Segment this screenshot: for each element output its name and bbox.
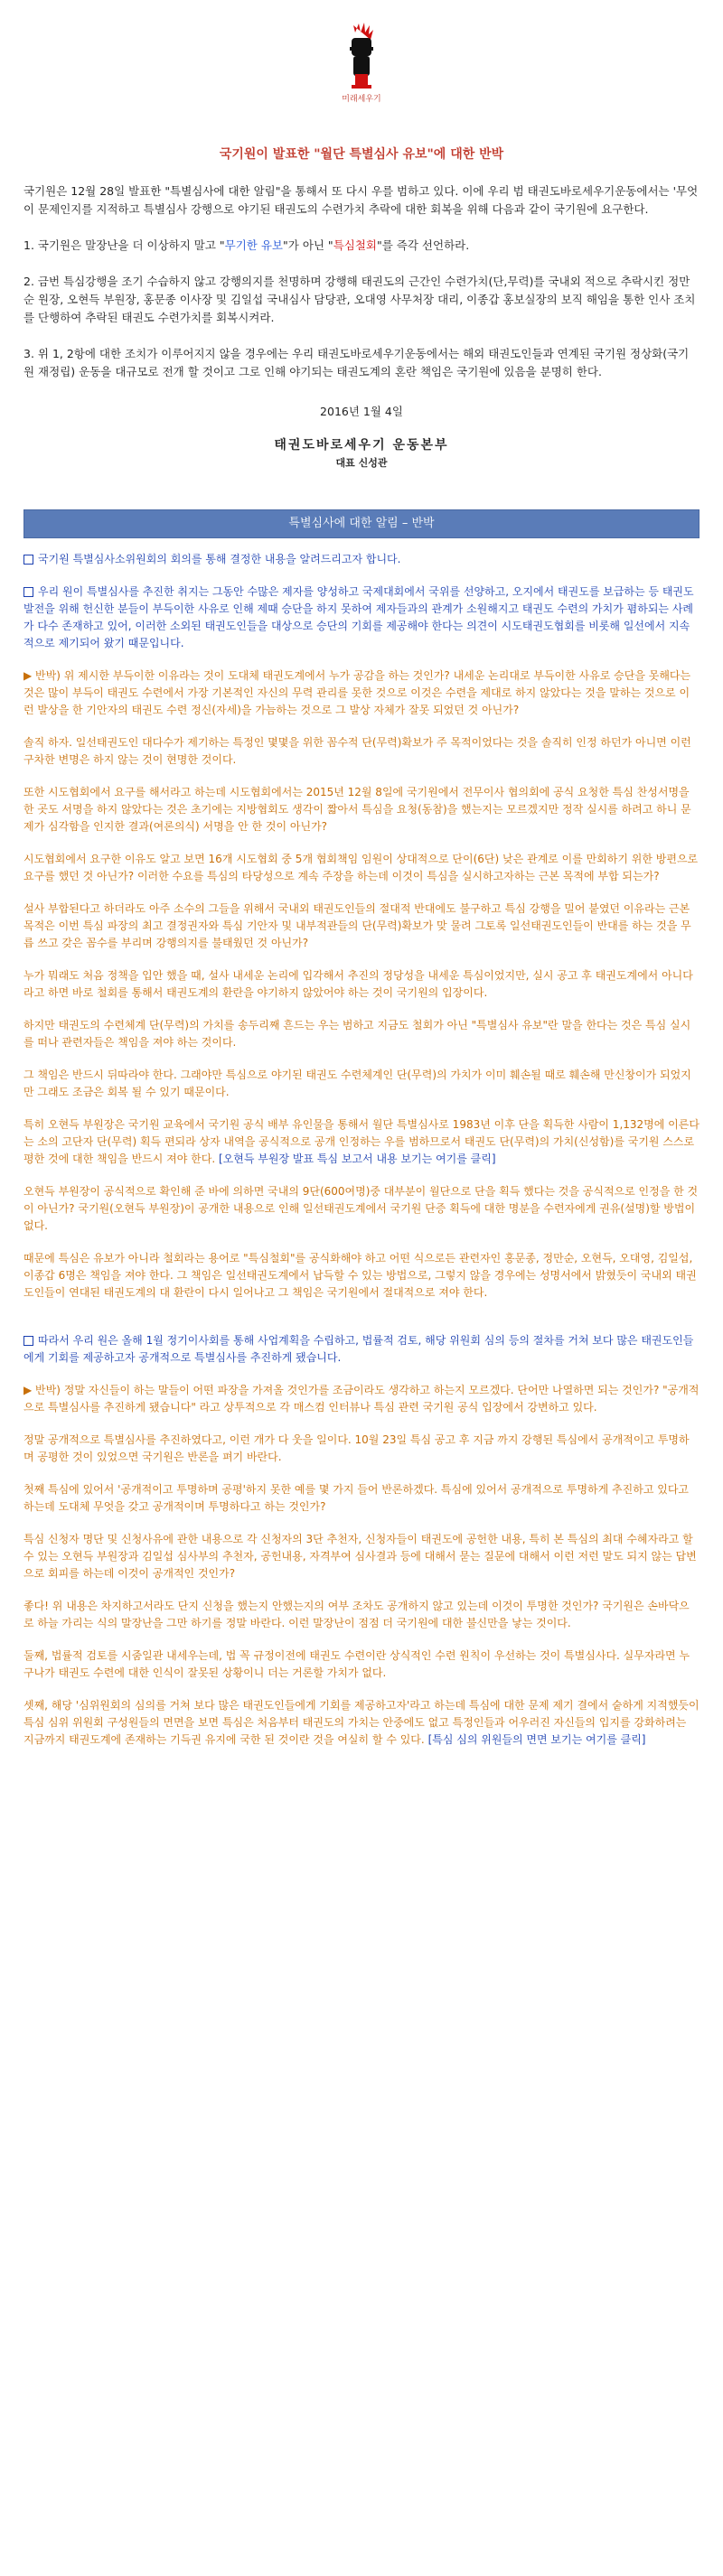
- report-link[interactable]: [오현득 부원장 발표 특심 보고서 내용 보기는 여기를 클릭]: [219, 1153, 496, 1165]
- rebuttal-paragraph: 둘째, 법률적 검토를 시줌일관 내세우는데, 법 꼭 규정이전에 태권도 수련이란 상식적인 수련 원칙이 우선하는 것이 특별심사다. 실무자라면 누구나가 태권도 수련에 대한 인식이 잘못된 상황이니 더는 거론할 가치가 없다.: [23, 1649, 690, 1679]
- rebuttal-paragraph: [23, 1697, 700, 1749]
- demand-3: 3. 위 1, 2항에 대한 조치가 이루어지지 않을 경우에는 우리 태권도바로세우기운동에서는 해외 태권도인들과 연계된 국기원 정상화(국기원 재정립) 운동을 대규모로 전개 할 것이고 그로 인해 야기되는 태권도계의 혼란 책임은 국기원에 있음을 분명히 한다.: [23, 347, 690, 378]
- title-part1: 국기원이 발표한 ": [219, 147, 321, 162]
- rebuttal-section: [0, 551, 723, 1749]
- demand-1-text: 1. 국기원은 말장난을 더 이상하지 말고 ": [23, 238, 225, 252]
- rebuttal-paragraph: 좋다! 위 내용은 차지하고서라도 단지 신청을 했는지 안했는지의 여부 조차도 공개하지 않고 있는데 이것이 투명한 것인가? 국기원은 손바닥으로 하늘 가리는 식의 말장난을 그만 하기를 정말 바란다. 이런 말장난이 점점 더 국기원에 대한 불신만을 낳는 것이다.: [23, 1600, 690, 1629]
- rebuttal-paragraph: 시도협회에서 요구한 이유도 알고 보면 16개 시도협회 중 5개 협회책임 임원이 상대적으로 단이(6단) 낮은 관계로 이를 만회하기 위한 방편으로 요구를 했던 것 아닌가? 이러한 수요를 특심의 타당성으로 계속 주장을 하는데 이것이 특심을 실시하고자하는 근본 목적에 부합 되는가?: [23, 853, 699, 882]
- demand-1-highlight-blue: 무기한 유보: [224, 238, 284, 252]
- rebuttal-paragraph: ▶ 반박) 위 제시한 부득이한 이유라는 것이 도대체 태권도계에서 누가 공감을 하는 것인가? 내세운 논리대로 부득이한 사유로 승단을 못해다는 것은 많이 부득이 태권도 수련에서 가장 기본적인 자신의 무력 관리를 못한 것으로 이것은 수련을 제대로 하지 않았다는 것을 말하는 것으로 이런 발상을 한 기안자의 태권도 수련 정신(자세)을 가늠하는 것으로 그 발상 자체가 잘못 되었던 것 아닌가?: [23, 669, 691, 716]
- demand-1-text-3: "를 즉각 선언하라.: [377, 238, 470, 252]
- intro: [0, 182, 723, 381]
- rebuttal-paragraph: 때문에 특심은 유보가 아니라 철회라는 용어로 "특심철회"를 공식화해야 하고 어떤 식으로든 관련자인 홍문종, 정만순, 오현득, 오대영, 김일섭, 이종갑 6명은 책임을 져야 한다. 그 책임은 일선태권도계에서 납득할 수 있는 방법으로, 그렇지 않을 경우에는 성명서에서 밝혔듯이 국내외 태권도인들이 연대된 태권도계의 대 환란이 다시 일어나고 그 책임은 국기원에서 절대적으로 져야 한다.: [23, 1252, 697, 1299]
- title-part2: 월단 특별심사 유보: [320, 147, 427, 162]
- checkbox-square-icon: [23, 555, 33, 565]
- notice-item: [23, 583, 700, 652]
- rebuttal-paragraph: 오현득 부원장이 공식적으로 확인해 준 바에 의하면 국내의 9단(600여명)중 대부분이 월단으로 단을 획득 했다는 것을 공식적으로 인정을 한 것이 아닌가? 국기원(오현득 부원장)이 공개한 내용으로 인해 일선태권도계에서 국기원 단증 획득에 대한 명분을 수련자에게 권유(설명)할 방법이 없다.: [23, 1185, 699, 1232]
- demand-1-highlight-red: 특심철회: [333, 238, 377, 252]
- representative: 대표 신성관: [335, 457, 388, 469]
- page-title: [0, 145, 723, 163]
- notice-text: 따라서 우리 원은 올해 1월 정기이사회를 통해 사업계획을 수립하고, 법률적 검토, 해당 위원회 심의 등의 절차를 거쳐 보다 많은 태권도인들에게 기회를 제공하고자 공개적으로 특별심사를 추진하게 됐습니다.: [23, 1334, 694, 1364]
- rebuttal-paragraph: ▶ 반박) 정말 자신들이 하는 말들이 어떤 파장을 가져올 것인가를 조금이라도 생각하고 하는지 모르겠다. 단어만 나열하면 되는 것인가? "공개적으로 특별심사를 추진하게 됐습니다" 라고 상투적으로 각 매스컴 인터뷰나 특심 관련 국기원 공식 입장에서 강변하고 있다.: [23, 1384, 700, 1414]
- statement-date: 2016년 1월 4일: [320, 405, 403, 418]
- checkbox-square-icon: [23, 1336, 33, 1346]
- rebuttal-paragraph: 첫째 특심에 있어서 '공개적이고 투명하며 공평'하지 못한 예를 몇 가지 들어 반론하겠다. 특심에 있어서 공개적으로 투명하게 추진하고 있다고 하는데 도대체 무엇을 갖고 공개적이며 투명하다고 하는 것인가?: [23, 1483, 690, 1513]
- rebuttal-paragraph: 그 책임은 반드시 뒤따라야 한다. 그래야만 특심으로 야기된 태권도 수련체계인 단(무력)의 가치가 이미 훼손될 때로 훼손해 만신창이가 되었지만 그래도 조금은 회복 될 수 있기 때문이다.: [23, 1069, 691, 1098]
- demand-1-text-2: "가 아닌 ": [283, 238, 333, 252]
- fist-logo-icon: [341, 22, 382, 94]
- logo-text: 미래세우기: [342, 95, 381, 104]
- rebuttal-paragraph: [23, 1116, 700, 1168]
- rebuttal-paragraph: 특심 신청자 명단 및 신청사유에 관한 내용으로 각 신청자의 3단 추천자, 신청자들이 태권도에 공헌한 내용, 특히 본 특심의 최대 수혜자라고 할 수 있는 오현득 부원장과 김일섭 심사부의 추천자, 공헌내용, 자격부여 심사결과 등에 대해서 묻는 질문에 대해서 이런 저런 말도 되지 않는 답변으로 회피를 하는데 이것이 공개적인 것인가?: [23, 1533, 697, 1580]
- notice-item: [23, 551, 700, 568]
- intro-paragraph: 국기원은 12월 28일 발표한 "특별심사에 대한 알림"을 통해서 또 다시 우를 범하고 있다. 이에 우리 범 태권도바로세우기운동에서는 '무엇이 문제인지를 지적하고 특별심사 강행으로 야기된 태권도의 수련가치 추락에 대한 회복을 위해 다음과 같이 국기원에 요구한다.: [23, 184, 699, 216]
- rebuttal-paragraph: 또한 시도협회에서 요구를 해서라고 하는데 시도협회에서는 2015년 12월 8일에 국기원에서 전무이사 협의회에 공식 요청한 특심 찬성서명을 한 곳도 서명을 하지 않았다는 것은 초기에는 지방협회도 생각이 짧아서 특심을 요청(동참)을 했는지는 모르겠지만 정작 실시를 하려고 하니 문제가 심각함을 인지한 결과(여론의식) 서명을 안 한 것이 아닌가?: [23, 786, 691, 833]
- section-banner: 특별심사에 대한 알림 – 반박: [23, 509, 700, 538]
- rebuttal-text: 셋째, 해당 '심위원회의 심의를 거쳐 보다 많은 태권도인들에게 기회를 제공하고자'라고 하는데 특심에 대한 문제 제기 결에서 숱하게 지적했듯이 특심 심위 위원회 구성원들의 면면을 보면 특심은 처음부터 태권도의 가치는 안중에도 없고 특정인들과 어우러진 자신들의 입지를 강화하려는 지금까지 태권도계에 존재하는 기득권 유지에 국한 된 것이란 것을 여실히 할 수 있다.: [23, 1699, 700, 1746]
- title-part3: "에 대한 반박: [427, 147, 504, 162]
- notice-item: [23, 1332, 700, 1367]
- organization-name: 태권도바로세우기 운동본부: [274, 438, 449, 453]
- notice-text: 국기원 특별심사소위원회의 회의를 통해 결정한 내용을 알려드리고자 합니다.: [38, 553, 401, 565]
- notice-text: 우리 원이 특별심사를 추진한 취지는 그동안 수많은 제자를 양성하고 국제대회에서 국위를 선양하고, 오지에서 태권도를 보급하는 등 태권도 발전을 위해 헌신한 분들이 부득이한 사유로 인해 제때 승단을 하지 못하여 제자들과의 관계가 소원해지고 태권도 수련의 가치가 폄하되는 사례가 다수 존재하고 있어, 이러한 소외된 태권도인들을 대상으로 승단의 기회를 제공해야 한다는 의견이 시도태권도협회를 비롯해 일선에서 지속적으로 제기되어 왔기 때문입니다.: [23, 585, 694, 649]
- logo: [0, 0, 723, 135]
- demand-2: 2. 금번 특심강행을 조기 수습하지 않고 강행의지를 천명하며 강행해 태권도의 근간인 수련가치(단,무력)를 국내외 적으로 추락시킨 정만순 원장, 오현득 부원장, 홍문종 이사장 및 김일섭 국내심사 담당관, 오대영 사무처장 대리, 이종갑 홍보실장의 보직 해임을 통한 인사 조치를 단행하여 추락된 태권도 수련가치를 회복시켜라.: [23, 275, 696, 324]
- checkbox-square-icon: [23, 587, 33, 597]
- rebuttal-text: 특히 오현득 부원장은 국기원 교육에서 국기원 공식 배부 유인물을 통해서 월단 특별심사로 1983년 이후 단을 획득한 사람이 1,132명에 이른다는 소의 고단자 단(무력) 획득 편되라 상자 내역을 공식적으로 공개 인정하는 우를 범하므로서 태권도 단(무력)의 가치(신성함)를 국기원 스스로 평한 것에 대한 책임을 반드시 져야 한다.: [23, 1118, 700, 1165]
- rebuttal-paragraph: 하지만 태권도의 수련체계 단(무력)의 가치를 송두리째 흔드는 우는 범하고 지금도 철회가 아닌 "특별심사 유보"란 말을 한다는 것은 특심 실시를 떠나 관련자들은 책임을 져야 하는 것이다.: [23, 1019, 691, 1049]
- committee-link[interactable]: [특심 심의 위원들의 면면 보기는 여기를 클릭]: [427, 1733, 646, 1746]
- rebuttal-paragraph: 설사 부합된다고 하더라도 아주 소수의 그들을 위해서 국내외 태권도인들의 절대적 반대에도 불구하고 특심 강행을 밀어 붙였던 이유라는 근본 목적은 이번 특심 파장의 최고 결정권자와 특심 기안자 및 내부적관들의 단(무력)확보가 맞 물려 그토록 일선태권도인들이 반대를 하는 것을 무릅 쓰고 갖은 꼼수를 부리며 강행의지를 불태웠던 것 아닌가?: [23, 902, 691, 949]
- rebuttal-paragraph: 정말 공개적으로 특별심사를 추진하였다고, 이런 개가 다 웃을 일이다. 10월 23일 특심 공고 후 지금 까지 강행된 특심에서 공개적이고 투명하며 공평한 것이 있었으면 국기원은 반론을 펴기 바란다.: [23, 1433, 690, 1463]
- rebuttal-paragraph: 누가 뭐래도 처음 정책을 입안 했을 때, 설사 내세운 논리에 입각해서 추진의 정당성을 내세운 특심이었지만, 실시 공고 후 태권도계에서 아니다라고 하면 바로 철회를 통해서 태권도계의 환란을 야기하지 않았어야 하는 것이 국기원의 입장이다.: [23, 969, 693, 999]
- demand-1: [23, 237, 700, 255]
- rebuttal-paragraph: 솔직 하자. 일선태권도인 대다수가 제기하는 특정인 몇몇을 위한 꼼수적 단(무력)확보가 주 목적이었다는 것을 솔직히 인정 하던가 아니면 이런 구차한 변명은 하지 않는 것이 현명한 것이다.: [23, 736, 691, 766]
